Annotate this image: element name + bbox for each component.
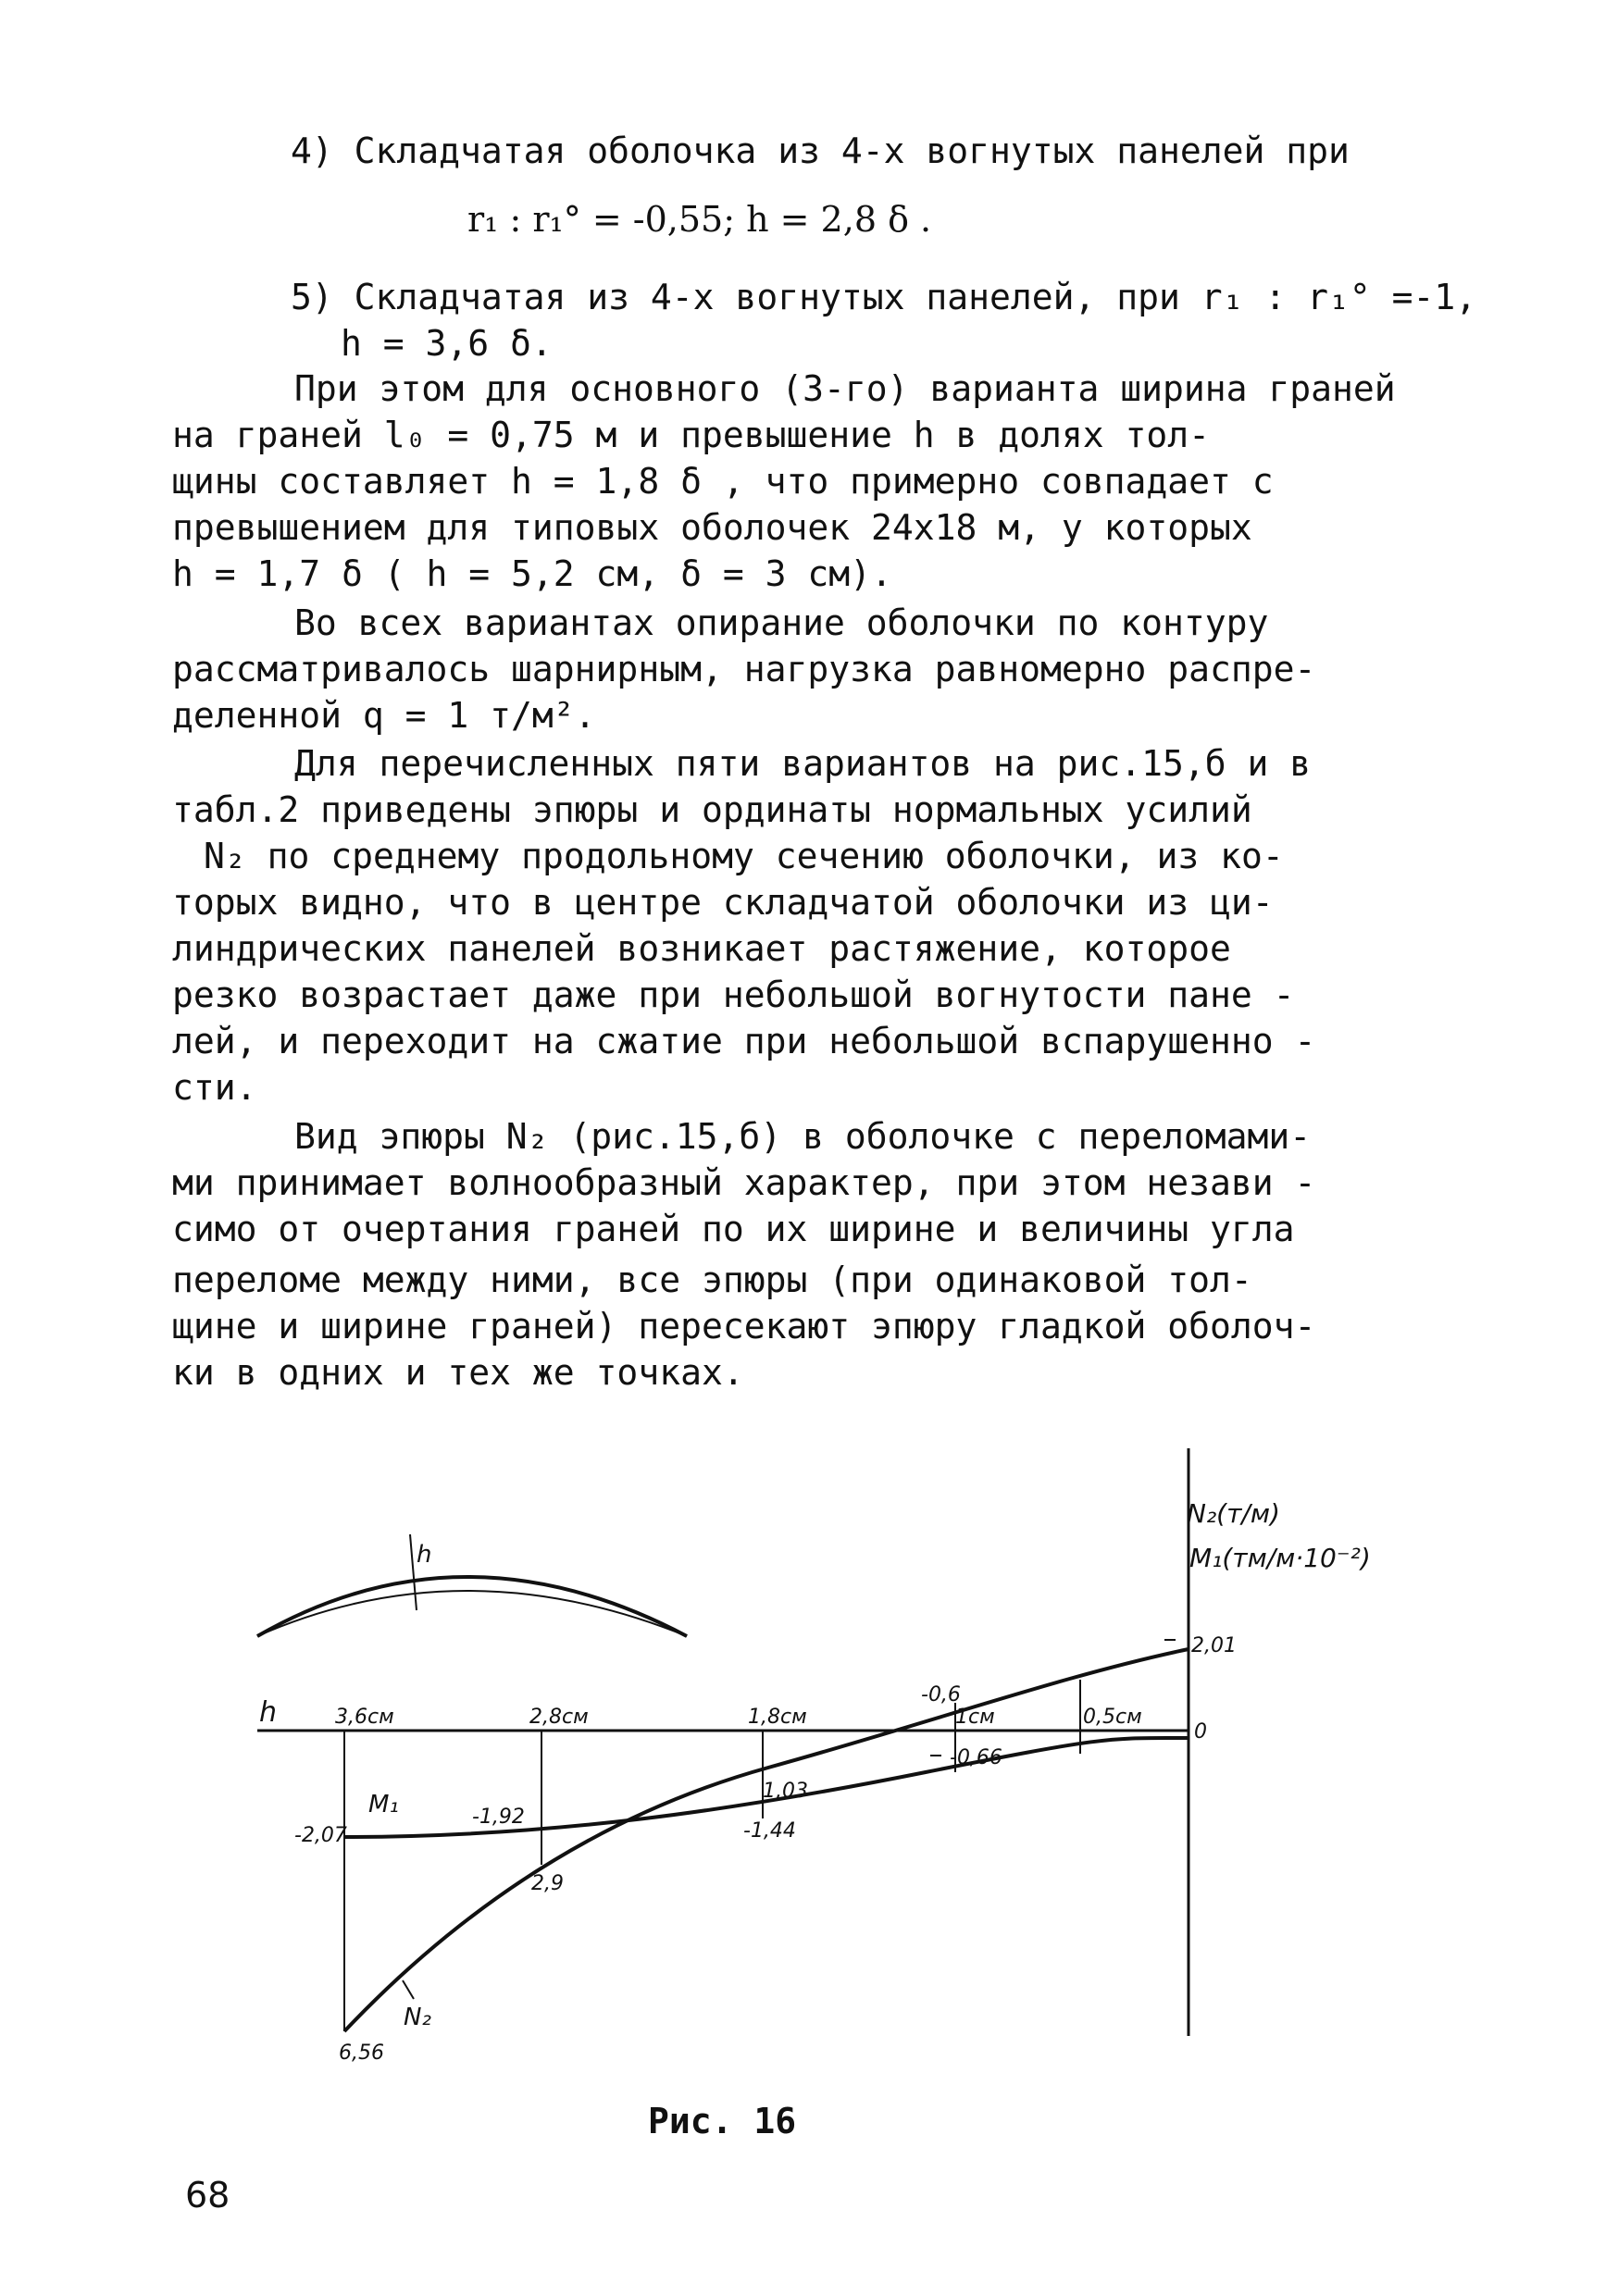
axis-label-n2: N₂(т/м)	[1187, 1498, 1280, 1529]
paragraph-1-line-2: на граней l₀ = 0,75 м и превышение h в долях тол-	[172, 415, 1211, 455]
n2-value-3: 1,03	[763, 1780, 808, 1803]
arch-h-label: h	[417, 1541, 432, 1569]
paragraph-4-line-1: Вид эпюры N₂ (рис.15,б) в оболочке с переломами-	[294, 1116, 1312, 1157]
arch-outer-curve	[257, 1577, 687, 1636]
list-item-5-cont: h = 3,6 δ.	[341, 323, 553, 364]
paragraph-4-line-3: симо от очертания граней по их ширине и величины угла	[172, 1209, 1295, 1249]
paragraph-3-line-7: лей, и переходит на сжатие при небольшой вспарушенно -	[172, 1021, 1316, 1061]
n2-value-1: 6,56	[339, 2042, 384, 2065]
n2-value-4: -0,6	[921, 1683, 961, 1706]
arch-inner-curve	[257, 1591, 687, 1636]
paragraph-1-line-5: h = 1,7 δ ( h = 5,2 см, δ = 3 см).	[172, 553, 892, 594]
m1-value-4: -0,66	[950, 1746, 1002, 1769]
paragraph-3-line-1: Для перечисленных пяти вариантов на рис.15,б и в	[294, 743, 1312, 784]
page-number: 68	[185, 2175, 230, 2215]
paragraph-1-line-1: При этом для основного (3-го) варианта ширина граней	[294, 368, 1396, 409]
h-value-1-8: 1,8см	[748, 1706, 807, 1729]
paragraph-1-line-3: щины составляет h = 1,8 δ , что примерно совпадает с	[172, 461, 1274, 502]
paragraph-3-line-6: резко возрастает даже при небольшой вогнутости пане -	[172, 974, 1295, 1015]
m1-label: M₁	[368, 1791, 399, 1818]
m1-value-1: -2,07	[294, 1824, 347, 1847]
zero-label: 0	[1194, 1720, 1207, 1744]
paragraph-2-line-1: Во всех вариантах опирание оболочки по контуру	[294, 602, 1269, 643]
m1-value-3: -1,44	[743, 1819, 796, 1843]
paragraph-1-line-4: превышением для типовых оболочек 24x18 м, у которых	[172, 507, 1252, 548]
h-value-1: 1см	[955, 1706, 995, 1729]
h-axis-label: h	[259, 1696, 278, 1729]
n2-mark	[403, 1980, 414, 1999]
paragraph-3-line-8: сти.	[172, 1067, 257, 1108]
formula-item-4: r₁ : r₁° = -0,55; h = 2,8 δ .	[467, 199, 932, 240]
figure-caption: Рис. 16	[648, 2101, 797, 2141]
paragraph-4-line-5: щине и ширине граней) пересекают эпюру гладкой оболоч-	[172, 1306, 1316, 1347]
paragraph-3-line-2: табл.2 приведены эпюры и ординаты нормальных усилий	[172, 789, 1252, 830]
arch-h-tick	[410, 1534, 417, 1610]
h-value-2-8: 2,8см	[529, 1706, 589, 1729]
m1-value-2: -1,92	[472, 1806, 525, 1829]
paragraph-3-line-5: линдрических панелей возникает растяжение, которое	[172, 928, 1231, 969]
axis-label-m1: M₁(тм/м·10⁻²)	[1189, 1543, 1371, 1573]
list-item-5: 5) Складчатая из 4-х вогнутых панелей, при r₁ : r₁° =-1,	[291, 277, 1477, 317]
n2-label: N₂	[404, 2004, 431, 2031]
n2-value-5: 2,01	[1191, 1634, 1237, 1657]
paragraph-3-line-3: N₂ по среднему продольному сечению оболочки, из ко-	[204, 836, 1284, 876]
list-item-4: 4) Складчатая оболочка из 4-х вогнутых панелей при	[291, 130, 1350, 171]
paragraph-4-line-6: ки в одних и тех же точках.	[172, 1352, 744, 1393]
n2-value-2: 2,9	[531, 1872, 564, 1895]
h-value-3-6: 3,6см	[335, 1706, 394, 1729]
paragraph-3-line-4: торых видно, что в центре складчатой оболочки из ци-	[172, 882, 1274, 923]
paragraph-4-line-2: ми принимает волнообразный характер, при этом незави -	[172, 1162, 1316, 1203]
paragraph-2-line-2: рассматривалось шарнирным, нагрузка равномерно распре-	[172, 649, 1316, 689]
h-value-0-5: 0,5см	[1083, 1706, 1142, 1729]
paragraph-2-line-3: деленной q = 1 т/м².	[172, 695, 596, 736]
paragraph-4-line-4: переломе между ними, все эпюры (при одинаковой тол-	[172, 1260, 1252, 1300]
